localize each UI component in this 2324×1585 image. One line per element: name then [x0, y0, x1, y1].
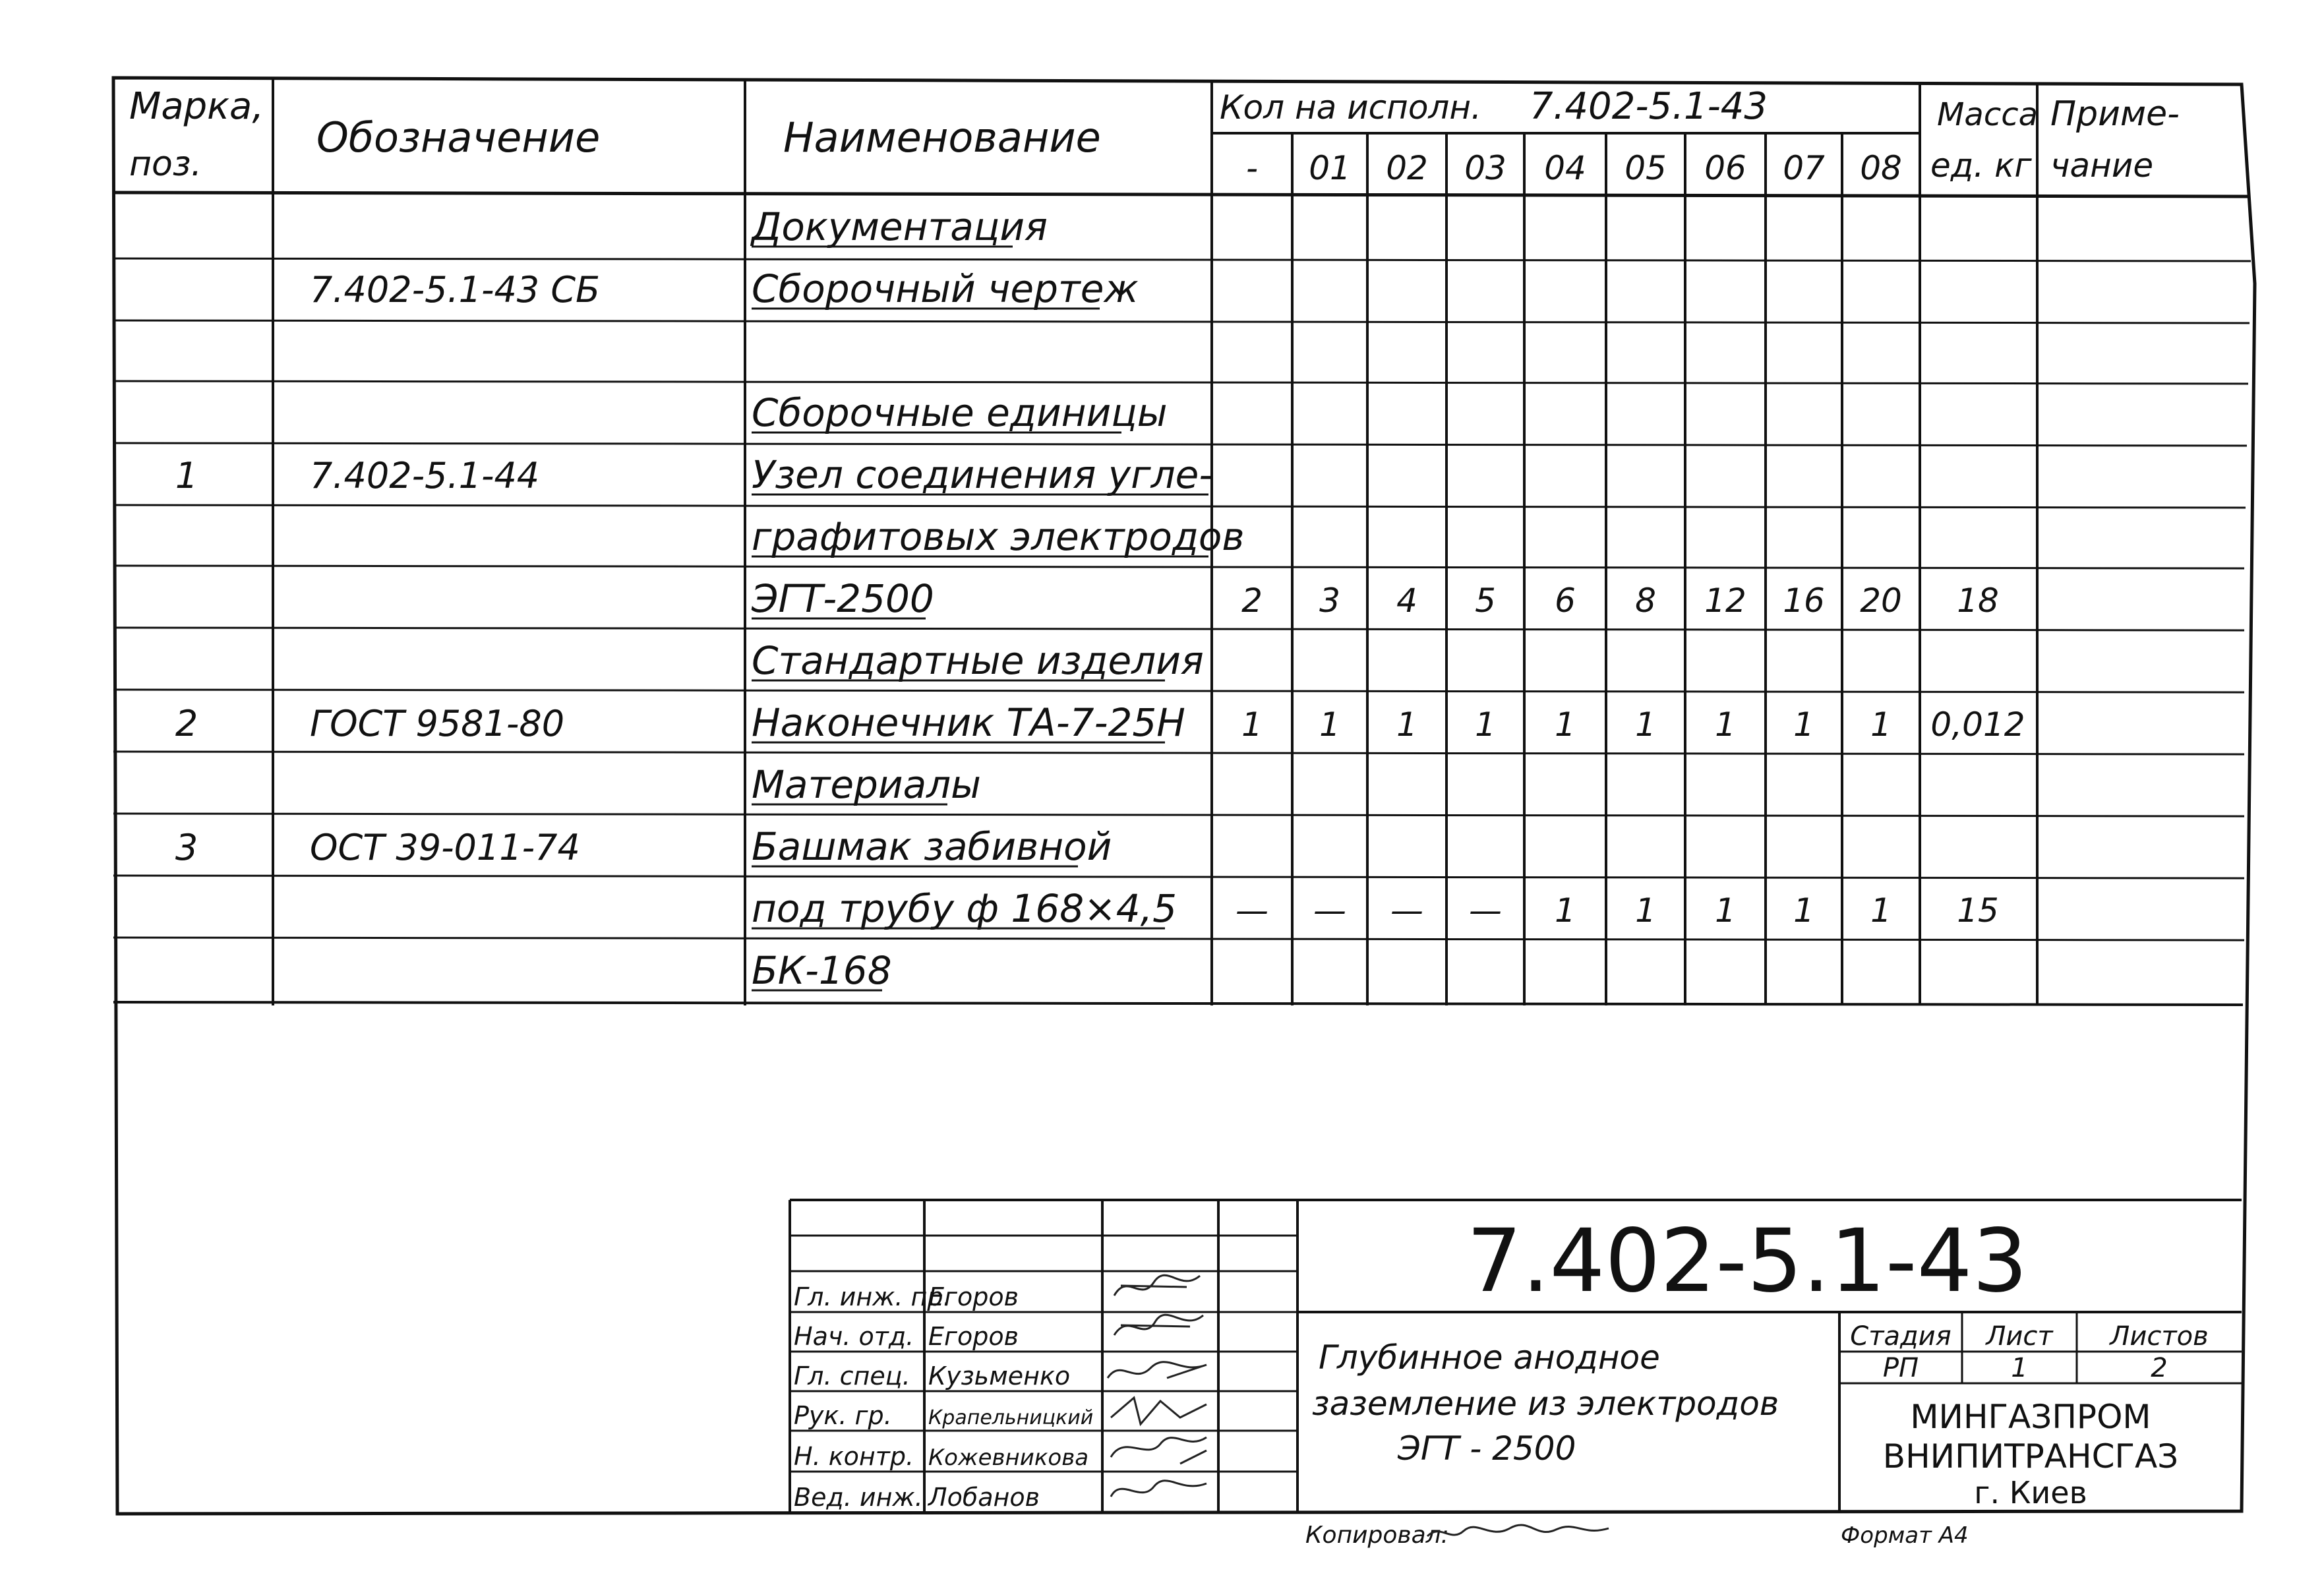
row-mark: 2	[175, 703, 198, 744]
table-row	[751, 576, 1999, 621]
signature-icon	[1108, 1362, 1207, 1378]
table-row	[175, 700, 2025, 745]
stage-label: Стадия	[1850, 1321, 1952, 1352]
table-row	[750, 204, 1048, 249]
row-qty: —	[1313, 891, 1346, 930]
row-qty: 1	[1396, 705, 1417, 744]
row-qty: 6	[1555, 582, 1576, 620]
sheets-label: Листов	[2110, 1321, 2209, 1352]
variant-header: -	[1245, 149, 1259, 187]
row-designation: 7.402-5.1-44	[310, 455, 540, 496]
row-name: Документация	[752, 204, 1048, 249]
row-mark: 3	[175, 827, 198, 868]
signer-name: Лобанов	[928, 1483, 1040, 1512]
row-qty: 20	[1860, 582, 1902, 620]
row-qty: 1	[1319, 705, 1340, 744]
variant-headers	[1246, 149, 1902, 187]
row-designation: ГОСТ 9581-80	[310, 703, 565, 744]
row-name: под трубу ф 168×4,5	[752, 886, 1177, 931]
header-qty-code: 7.402-5.1-43	[1530, 85, 1768, 128]
table-row	[752, 948, 892, 993]
row-name: Наконечник ТА-7-25Н	[752, 700, 1185, 745]
row-name: графитовых электродов	[752, 514, 1245, 559]
signer-role: Рук. гр.	[794, 1401, 892, 1430]
signer-name: Крапельницкий	[928, 1406, 1094, 1429]
row-qty: 3	[1319, 582, 1340, 620]
stage-value: РП	[1882, 1353, 1919, 1383]
drawing-title-line-2: заземление из электродов	[1312, 1385, 1779, 1423]
signers-roles	[794, 1282, 951, 1512]
signature-icon	[1114, 1315, 1203, 1335]
table-row	[752, 638, 1204, 683]
variant-header: 04	[1544, 149, 1586, 187]
signer-name: Егоров	[928, 1322, 1019, 1351]
row-qty: 1	[1870, 705, 1892, 744]
header-divider	[113, 193, 2248, 196]
signer-name: Егоров	[928, 1282, 1019, 1311]
signatures	[1108, 1275, 1207, 1497]
row-qty: 1	[1635, 705, 1656, 744]
table-row	[752, 762, 981, 807]
variant-header: 05	[1624, 149, 1667, 187]
signature-icon	[1111, 1481, 1207, 1497]
row-qty: 8	[1635, 582, 1656, 620]
row-qty: —	[1390, 891, 1423, 930]
row-qty: —	[1469, 891, 1502, 930]
signer-role: Вед. инж.	[794, 1483, 923, 1512]
drawing-title-line-3: ЭГТ - 2500	[1398, 1429, 1576, 1468]
header-qty-label: Кол на исполн.	[1220, 88, 1481, 127]
variant-header: 07	[1783, 149, 1825, 187]
variant-header: 02	[1386, 149, 1428, 187]
variant-header: 03	[1464, 149, 1506, 187]
header-mass: Масса	[1937, 96, 2039, 133]
header-designation: Обозначение	[316, 113, 601, 162]
table-row	[752, 390, 1168, 435]
org-line-1: МИНГАЗПРОМ	[1910, 1398, 2151, 1436]
row-qty: 2	[1241, 582, 1263, 620]
variant-header: 08	[1860, 149, 1902, 187]
row-qty: 1	[1715, 891, 1736, 930]
signature-icon	[1111, 1437, 1207, 1464]
row-qty: 1	[1635, 891, 1656, 930]
signer-role: Гл. инж. пр.	[794, 1282, 951, 1311]
row-mass: 15	[1957, 891, 1999, 930]
row-qty: 1	[1475, 705, 1496, 744]
header-note-2: чание	[2050, 146, 2154, 185]
row-designation: 7.402-5.1-43 СБ	[310, 269, 601, 311]
row-qty: 12	[1704, 582, 1746, 620]
row-name: Стандартные изделия	[752, 638, 1204, 683]
table-row	[310, 266, 1139, 311]
table-row	[752, 886, 1999, 931]
signers-names	[927, 1282, 1093, 1512]
signer-name: Кожевникова	[928, 1445, 1089, 1471]
header-marka: Марка,	[129, 85, 264, 128]
signer-role: Нач. отд.	[794, 1322, 914, 1351]
row-name: Сборочный чертеж	[752, 266, 1139, 311]
signer-role: Н. контр.	[794, 1442, 914, 1471]
signature-icon	[1111, 1398, 1207, 1424]
sheet-label: Лист	[1986, 1321, 2053, 1352]
row-qty: 1	[1241, 705, 1263, 744]
row-designation: ОСТ 39-011-74	[310, 827, 580, 868]
signature-icon	[1114, 1275, 1200, 1296]
header-note: Приме-	[2050, 94, 2180, 134]
table-row	[175, 824, 1112, 869]
row-name: ЭГТ-2500	[752, 576, 934, 621]
row-qty: 4	[1396, 582, 1417, 620]
row-lines	[113, 258, 2251, 1005]
row-qty: 1	[1870, 891, 1892, 930]
header-poz: поз.	[129, 144, 202, 184]
row-mark: 1	[175, 455, 198, 496]
copied-label: Копировал:	[1305, 1522, 1449, 1549]
sheets-value: 2	[2151, 1353, 2168, 1383]
signer-name: Кузьменко	[928, 1361, 1071, 1391]
row-mass: 18	[1957, 582, 1999, 620]
document-code: 7.402-5.1-43	[1466, 1211, 2028, 1312]
variant-header: 01	[1309, 149, 1351, 187]
sheet-value: 1	[2011, 1353, 2028, 1383]
header-mass-unit: ед. кг	[1930, 146, 2032, 185]
variant-header: 06	[1704, 149, 1746, 187]
row-name: Сборочные единицы	[752, 390, 1168, 435]
table-row	[752, 514, 1245, 559]
row-qty: —	[1236, 891, 1268, 930]
drawing-title-line-1: Глубинное анодное	[1319, 1338, 1660, 1377]
row-qty: 1	[1793, 705, 1814, 744]
header-name: Наименование	[783, 113, 1101, 162]
row-qty: 16	[1783, 582, 1825, 620]
row-name: Узел соединения угле-	[752, 452, 1213, 497]
format-label: Формат А4	[1841, 1522, 1969, 1549]
row-name: БК-168	[752, 948, 892, 993]
row-qty: 1	[1793, 891, 1814, 930]
org-line-3: г. Киев	[1974, 1475, 2087, 1510]
row-name: Башмак забивной	[752, 824, 1112, 869]
row-name: Материалы	[752, 762, 981, 807]
org-line-2: ВНИПИТРАНСГАЗ	[1882, 1437, 2179, 1476]
row-qty: 1	[1715, 705, 1736, 744]
row-qty: 5	[1475, 582, 1496, 620]
signer-role: Гл. спец.	[794, 1361, 910, 1391]
row-mass: 0,012	[1930, 705, 2025, 744]
row-qty: 1	[1555, 705, 1576, 744]
copier-signature-icon	[1427, 1525, 1609, 1536]
row-qty: 1	[1555, 891, 1576, 930]
table-row	[175, 452, 1212, 497]
